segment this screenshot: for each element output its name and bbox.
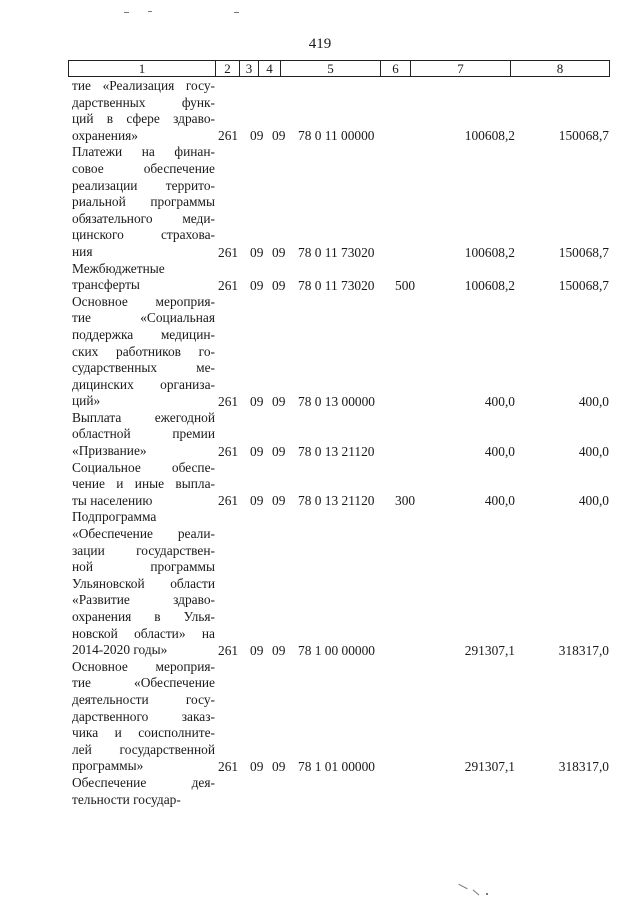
amount-year-1: 400,0 <box>484 393 515 409</box>
amount-year-2: 318317,0 <box>558 758 609 774</box>
code-target: 78 1 00 00000 <box>298 642 375 658</box>
table-row <box>0 659 640 775</box>
table-row <box>0 78 640 144</box>
code-target: 78 0 13 21120 <box>298 443 375 459</box>
description-line: Основное мероприя- <box>72 293 215 309</box>
header-col-5: 5 <box>281 61 381 76</box>
table-body <box>0 78 640 808</box>
description-line: тие «Обеспечение <box>72 675 215 691</box>
code-admin: 261 <box>218 642 239 658</box>
amount-year-2: 150068,7 <box>558 277 609 293</box>
row-values <box>0 393 640 410</box>
description-line: сударственных ме- <box>72 360 215 376</box>
header-col-2: 2 <box>216 61 240 76</box>
scan-speck <box>473 890 480 896</box>
scan-speck <box>124 12 129 13</box>
table-row <box>0 775 640 808</box>
code-admin: 261 <box>218 758 239 774</box>
amount-year-1: 100608,2 <box>464 277 515 293</box>
table-row <box>0 144 640 260</box>
description-line: областной премии <box>72 426 215 442</box>
description-line: Платежи на финан- <box>72 144 215 160</box>
description-line: обязательного меди- <box>72 210 215 226</box>
scan-speck <box>486 893 488 895</box>
description-line: совое обеспечение <box>72 160 215 176</box>
description-line: охранения в Улья- <box>72 609 215 624</box>
code-subsection: 09 <box>272 443 286 459</box>
description-line: Обеспечение дея- <box>72 774 215 790</box>
amount-year-2: 400,0 <box>578 443 609 459</box>
code-admin: 261 <box>218 277 239 293</box>
code-admin: 261 <box>218 393 239 409</box>
row-values <box>0 277 640 294</box>
description-line: дарственных функ- <box>72 94 215 110</box>
row-values <box>0 443 640 460</box>
description-line: Подпрограмма <box>72 509 157 525</box>
table-header <box>68 60 610 77</box>
code-target: 78 0 13 00000 <box>298 393 375 409</box>
row-description <box>72 509 215 658</box>
description-line: трансферты <box>72 277 140 293</box>
table-row <box>0 410 640 460</box>
code-admin: 261 <box>218 244 239 260</box>
amount-year-1: 100608,2 <box>464 128 515 144</box>
amount-year-2: 150068,7 <box>558 128 609 144</box>
code-section: 09 <box>250 244 264 260</box>
description-line: Социальное обеспе- <box>72 459 215 475</box>
code-subsection: 09 <box>272 128 286 144</box>
code-subsection: 09 <box>272 277 286 293</box>
description-line: тельности государ- <box>72 791 181 807</box>
description-line: чение и иные выпла- <box>72 476 215 492</box>
code-expense-type: 300 <box>395 493 416 509</box>
code-admin: 261 <box>218 128 239 144</box>
table-row <box>0 460 640 510</box>
code-admin: 261 <box>218 493 239 509</box>
code-subsection: 09 <box>272 493 286 509</box>
amount-year-2: 318317,0 <box>558 642 609 658</box>
code-subsection: 09 <box>272 393 286 409</box>
description-line: Ульяновской области <box>72 575 215 591</box>
description-line: ций» <box>72 393 101 409</box>
row-description <box>72 775 215 808</box>
description-line: поддержка медицин- <box>72 326 215 342</box>
amount-year-2: 400,0 <box>578 493 609 509</box>
description-line: Выплата ежегодной <box>72 409 215 425</box>
description-line: Основное мероприя- <box>72 658 215 674</box>
amount-year-1: 400,0 <box>484 493 515 509</box>
description-line: чика и соисполните- <box>72 725 215 741</box>
scan-speck <box>234 12 239 13</box>
description-line: 2014-2020 годы» <box>72 642 168 658</box>
description-line: «Развитие здраво- <box>72 592 215 608</box>
row-values <box>0 244 640 261</box>
description-line: тие «Реализация госу- <box>72 78 215 93</box>
header-col-1: 1 <box>69 61 216 76</box>
amount-year-1: 291307,1 <box>464 758 515 774</box>
description-line: «Призвание» <box>72 443 147 459</box>
code-admin: 261 <box>218 443 239 459</box>
description-line: риальной программы <box>72 194 215 210</box>
description-line: деятельности госу- <box>72 691 215 707</box>
code-section: 09 <box>250 642 264 658</box>
code-target: 78 0 13 21120 <box>298 493 375 509</box>
code-subsection: 09 <box>272 244 286 260</box>
description-line: новской области» на <box>72 625 215 641</box>
code-target: 78 0 11 73020 <box>298 277 375 293</box>
header-col-7: 7 <box>411 61 511 76</box>
code-subsection: 09 <box>272 758 286 774</box>
code-subsection: 09 <box>272 642 286 658</box>
description-line: ций в сфере здраво- <box>72 111 215 127</box>
description-line: лей государственной <box>72 741 215 757</box>
code-expense-type: 500 <box>395 277 416 293</box>
description-line: ной программы <box>72 559 215 575</box>
description-line: ния <box>72 243 93 259</box>
description-line: тие «Социальная <box>72 310 215 326</box>
row-values <box>0 642 640 659</box>
header-col-6: 6 <box>381 61 411 76</box>
description-line: «Обеспечение реали- <box>72 526 215 542</box>
scan-speck <box>458 884 467 890</box>
code-target: 78 1 01 00000 <box>298 758 375 774</box>
code-section: 09 <box>250 493 264 509</box>
description-line: программы» <box>72 758 144 774</box>
amount-year-1: 291307,1 <box>464 642 515 658</box>
header-col-3: 3 <box>240 61 259 76</box>
description-line: цинского страхова- <box>72 227 215 243</box>
description-line: зации государствен- <box>72 542 215 558</box>
table-row <box>0 294 640 410</box>
header-col-8: 8 <box>556 61 564 76</box>
amount-year-1: 400,0 <box>484 443 515 459</box>
code-section: 09 <box>250 758 264 774</box>
description-line: дарственного заказ- <box>72 708 215 724</box>
description-line: охранения» <box>72 127 138 143</box>
scan-speck <box>148 11 152 12</box>
row-values <box>0 758 640 775</box>
amount-year-2: 150068,7 <box>558 244 609 260</box>
code-section: 09 <box>250 393 264 409</box>
code-section: 09 <box>250 443 264 459</box>
description-line: ских работников го- <box>72 343 215 359</box>
amount-year-2: 400,0 <box>578 393 609 409</box>
header-col-4: 4 <box>259 61 281 76</box>
table-row <box>0 509 640 658</box>
row-values <box>0 127 640 144</box>
table-row <box>0 261 640 294</box>
code-section: 09 <box>250 277 264 293</box>
description-line: ты населению <box>72 492 153 508</box>
code-section: 09 <box>250 128 264 144</box>
description-line: реализации террито- <box>72 177 215 193</box>
page-number: 419 <box>308 36 332 52</box>
description-line: дицинских организа- <box>72 376 215 392</box>
code-target: 78 0 11 73020 <box>298 244 375 260</box>
code-target: 78 0 11 00000 <box>298 128 375 144</box>
description-line: Межбюджетные <box>72 260 165 276</box>
amount-year-1: 100608,2 <box>464 244 515 260</box>
row-values <box>0 492 640 509</box>
